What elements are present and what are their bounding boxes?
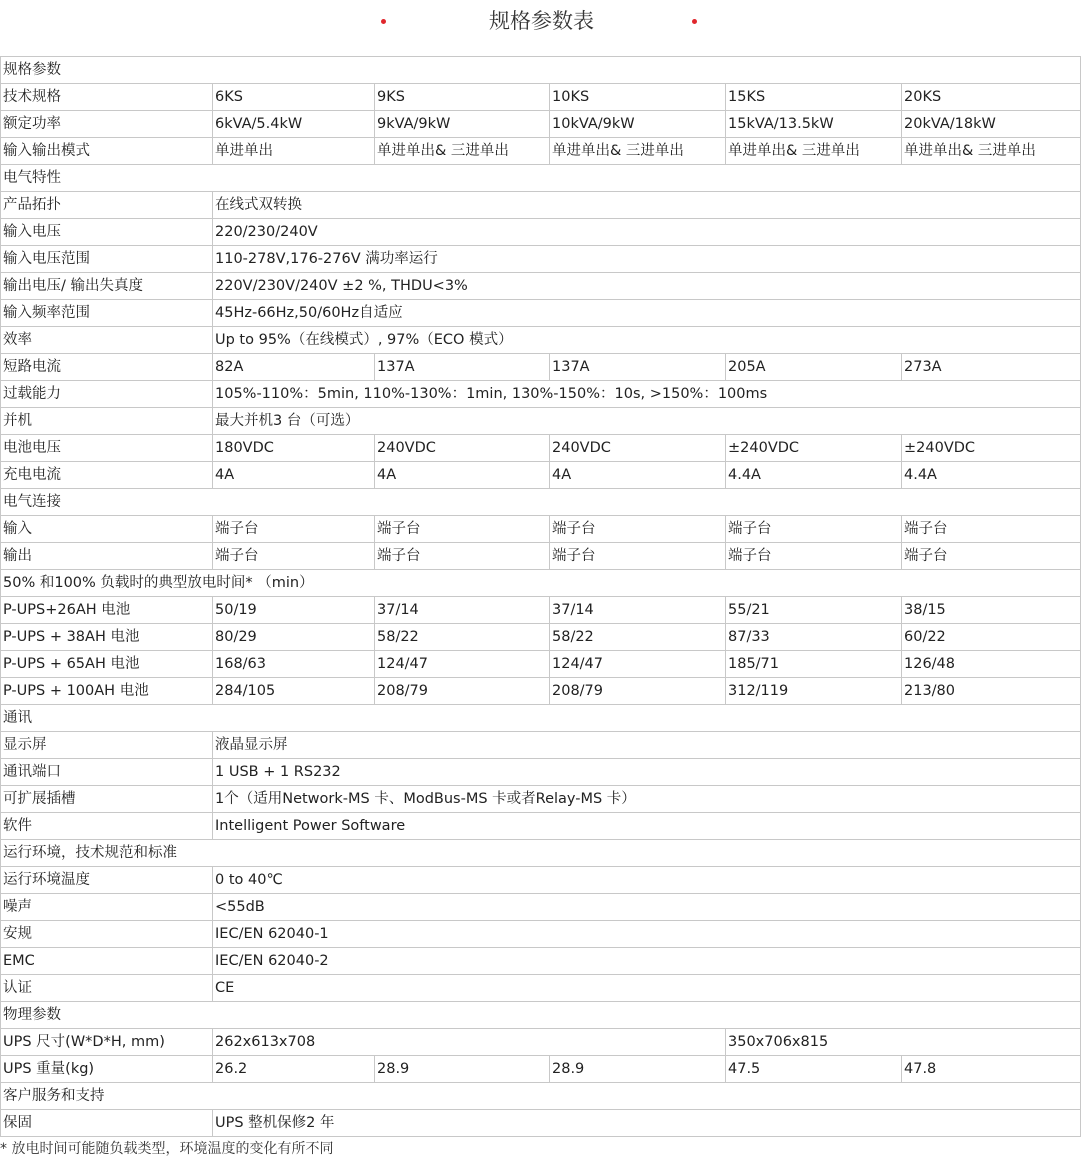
table-cell: 端子台 xyxy=(726,516,902,543)
table-cell: 208/79 xyxy=(375,678,550,705)
table-row xyxy=(1,192,1081,219)
table-cell: 38/15 xyxy=(902,597,1081,624)
table-cell: 最大并机3 台（可选） xyxy=(213,408,1081,435)
table-cell: 37/14 xyxy=(375,597,550,624)
table-row xyxy=(1,1110,1081,1137)
table-cell: 87/33 xyxy=(726,624,902,651)
table-cell: 47.5 xyxy=(726,1056,902,1083)
row-label: 电池电压 xyxy=(1,435,213,462)
table-cell: 端子台 xyxy=(726,543,902,570)
table-cell: 端子台 xyxy=(213,543,375,570)
section-title: 电气特性 xyxy=(1,165,1081,192)
table-cell: 单进单出& 三进单出 xyxy=(550,138,726,165)
table-cell: 180VDC xyxy=(213,435,375,462)
table-cell: 240VDC xyxy=(550,435,726,462)
table-row xyxy=(1,597,1081,624)
decor-dot-right xyxy=(692,19,697,24)
table-cell: 4.4A xyxy=(726,462,902,489)
section-row xyxy=(1,570,1081,597)
table-cell: Up to 95%（在线模式）, 97%（ECO 模式） xyxy=(213,327,1081,354)
table-cell: 124/47 xyxy=(550,651,726,678)
table-row xyxy=(1,516,1081,543)
table-cell: 185/71 xyxy=(726,651,902,678)
row-label: UPS 重量(kg) xyxy=(1,1056,213,1083)
row-label: 显示屏 xyxy=(1,732,213,759)
section-row xyxy=(1,840,1081,867)
table-cell: 1 USB + 1 RS232 xyxy=(213,759,1081,786)
table-cell: 220/230/240V xyxy=(213,219,1081,246)
table-cell: UPS 整机保修2 年 xyxy=(213,1110,1081,1137)
row-label: 输入电压范围 xyxy=(1,246,213,273)
table-cell: 端子台 xyxy=(375,543,550,570)
row-label: P-UPS + 65AH 电池 xyxy=(1,651,213,678)
table-cell: 20KS xyxy=(902,84,1081,111)
section-row xyxy=(1,165,1081,192)
table-cell: 28.9 xyxy=(550,1056,726,1083)
table-row xyxy=(1,624,1081,651)
row-label: 软件 xyxy=(1,813,213,840)
table-cell: 273A xyxy=(902,354,1081,381)
table-cell: Intelligent Power Software xyxy=(213,813,1081,840)
table-cell: 4A xyxy=(375,462,550,489)
row-label: 并机 xyxy=(1,408,213,435)
table-cell: 端子台 xyxy=(902,543,1081,570)
table-cell: IEC/EN 62040-2 xyxy=(213,948,1081,975)
table-cell: 105%-110%：5min, 110%-130%：1min, 130%-150%：10s, >150%：100ms xyxy=(213,381,1081,408)
table-row xyxy=(1,1056,1081,1083)
table-cell: 262x613x708 xyxy=(213,1029,726,1056)
table-cell: 10kVA/9kW xyxy=(550,111,726,138)
table-cell: 单进单出& 三进单出 xyxy=(902,138,1081,165)
table-cell: IEC/EN 62040-1 xyxy=(213,921,1081,948)
row-label: 输入输出模式 xyxy=(1,138,213,165)
table-cell: 液晶显示屏 xyxy=(213,732,1081,759)
section-title: 规格参数 xyxy=(1,57,1081,84)
table-cell: 213/80 xyxy=(902,678,1081,705)
table-row xyxy=(1,759,1081,786)
table-row xyxy=(1,111,1081,138)
table-row xyxy=(1,678,1081,705)
table-cell: 0 to 40℃ xyxy=(213,867,1081,894)
table-cell: 55/21 xyxy=(726,597,902,624)
table-row xyxy=(1,273,1081,300)
table-cell: 124/47 xyxy=(375,651,550,678)
row-label: 通讯端口 xyxy=(1,759,213,786)
row-label: 噪声 xyxy=(1,894,213,921)
row-label: 保固 xyxy=(1,1110,213,1137)
table-cell: 端子台 xyxy=(550,516,726,543)
section-title: 运行环境，技术规范和标准 xyxy=(1,840,1081,867)
row-label: 短路电流 xyxy=(1,354,213,381)
row-label: 输出电压/ 输出失真度 xyxy=(1,273,213,300)
table-row xyxy=(1,1029,1081,1056)
table-row xyxy=(1,732,1081,759)
table-row xyxy=(1,462,1081,489)
table-cell: 6kVA/5.4kW xyxy=(213,111,375,138)
table-cell: 205A xyxy=(726,354,902,381)
spec-table xyxy=(0,56,1081,1137)
row-label: P-UPS+26AH 电池 xyxy=(1,597,213,624)
table-row xyxy=(1,408,1081,435)
table-row xyxy=(1,651,1081,678)
row-label: 可扩展插槽 xyxy=(1,786,213,813)
table-cell: ±240VDC xyxy=(902,435,1081,462)
table-cell: 6KS xyxy=(213,84,375,111)
table-row xyxy=(1,813,1081,840)
row-label: 运行环境温度 xyxy=(1,867,213,894)
table-cell: 端子台 xyxy=(902,516,1081,543)
table-row xyxy=(1,786,1081,813)
table-cell: 110-278V,176-276V 满功率运行 xyxy=(213,246,1081,273)
table-cell: CE xyxy=(213,975,1081,1002)
table-cell: 37/14 xyxy=(550,597,726,624)
row-label: 过载能力 xyxy=(1,381,213,408)
table-cell: 284/105 xyxy=(213,678,375,705)
table-cell: 50/19 xyxy=(213,597,375,624)
table-cell: 312/119 xyxy=(726,678,902,705)
row-label: 认证 xyxy=(1,975,213,1002)
table-cell: 10KS xyxy=(550,84,726,111)
table-cell: 80/29 xyxy=(213,624,375,651)
table-cell: 220V/230V/240V ±2 %, THDU<3% xyxy=(213,273,1081,300)
table-row xyxy=(1,381,1081,408)
table-cell: 4A xyxy=(213,462,375,489)
section-row xyxy=(1,1083,1081,1110)
table-cell: 端子台 xyxy=(375,516,550,543)
table-row xyxy=(1,138,1081,165)
table-cell: 350x706x815 xyxy=(726,1029,1081,1056)
page-title: 规格参数表 xyxy=(489,9,594,33)
row-label: 充电电流 xyxy=(1,462,213,489)
table-cell: 端子台 xyxy=(213,516,375,543)
table-cell: 端子台 xyxy=(550,543,726,570)
table-cell: 60/22 xyxy=(902,624,1081,651)
table-row xyxy=(1,921,1081,948)
table-cell: 137A xyxy=(550,354,726,381)
table-row xyxy=(1,894,1081,921)
table-cell: 137A xyxy=(375,354,550,381)
table-row xyxy=(1,219,1081,246)
section-title: 客户服务和支持 xyxy=(1,1083,1081,1110)
section-title: 电气连接 xyxy=(1,489,1081,516)
table-row xyxy=(1,300,1081,327)
row-label: 安规 xyxy=(1,921,213,948)
table-cell: 82A xyxy=(213,354,375,381)
row-label: 技术规格 xyxy=(1,84,213,111)
table-cell: 单进单出& 三进单出 xyxy=(726,138,902,165)
page-header xyxy=(0,0,1083,44)
table-cell: 9kVA/9kW xyxy=(375,111,550,138)
row-label: 输入频率范围 xyxy=(1,300,213,327)
row-label: EMC xyxy=(1,948,213,975)
row-label: 效率 xyxy=(1,327,213,354)
table-row xyxy=(1,867,1081,894)
table-cell: 240VDC xyxy=(375,435,550,462)
table-cell: 4A xyxy=(550,462,726,489)
table-cell: 1个（适用Network-MS 卡、ModBus-MS 卡或者Relay-MS 卡） xyxy=(213,786,1081,813)
table-row xyxy=(1,327,1081,354)
table-cell: 26.2 xyxy=(213,1056,375,1083)
section-title: 物理参数 xyxy=(1,1002,1081,1029)
table-cell: 15kVA/13.5kW xyxy=(726,111,902,138)
table-cell: 28.9 xyxy=(375,1056,550,1083)
table-cell: 45Hz-66Hz,50/60Hz自适应 xyxy=(213,300,1081,327)
table-cell: 126/48 xyxy=(902,651,1081,678)
section-row xyxy=(1,1002,1081,1029)
row-label: 输出 xyxy=(1,543,213,570)
table-cell: 47.8 xyxy=(902,1056,1081,1083)
section-row xyxy=(1,57,1081,84)
table-row xyxy=(1,435,1081,462)
table-cell: 在线式双转换 xyxy=(213,192,1081,219)
section-row xyxy=(1,489,1081,516)
table-cell: 20kVA/18kW xyxy=(902,111,1081,138)
section-title: 通讯 xyxy=(1,705,1081,732)
table-cell: ±240VDC xyxy=(726,435,902,462)
table-row xyxy=(1,948,1081,975)
row-label: P-UPS + 100AH 电池 xyxy=(1,678,213,705)
table-cell: <55dB xyxy=(213,894,1081,921)
table-cell: 208/79 xyxy=(550,678,726,705)
row-label: 输入 xyxy=(1,516,213,543)
row-label: P-UPS + 38AH 电池 xyxy=(1,624,213,651)
table-cell: 168/63 xyxy=(213,651,375,678)
row-label: 输入电压 xyxy=(1,219,213,246)
table-row xyxy=(1,246,1081,273)
table-cell: 58/22 xyxy=(375,624,550,651)
section-title: 50% 和100% 负载时的典型放电时间* （min） xyxy=(1,570,1081,597)
table-row xyxy=(1,84,1081,111)
table-row xyxy=(1,975,1081,1002)
table-cell: 15KS xyxy=(726,84,902,111)
footnote: * 放电时间可能随负载类型，环境温度的变化有所不同 xyxy=(0,1141,334,1157)
row-label: 产品拓扑 xyxy=(1,192,213,219)
section-row xyxy=(1,705,1081,732)
table-cell: 9KS xyxy=(375,84,550,111)
table-cell: 58/22 xyxy=(550,624,726,651)
table-cell: 单进单出 xyxy=(213,138,375,165)
table-row xyxy=(1,354,1081,381)
row-label: 额定功率 xyxy=(1,111,213,138)
table-row xyxy=(1,543,1081,570)
table-cell: 单进单出& 三进单出 xyxy=(375,138,550,165)
row-label: UPS 尺寸(W*D*H, mm) xyxy=(1,1029,213,1056)
table-cell: 4.4A xyxy=(902,462,1081,489)
